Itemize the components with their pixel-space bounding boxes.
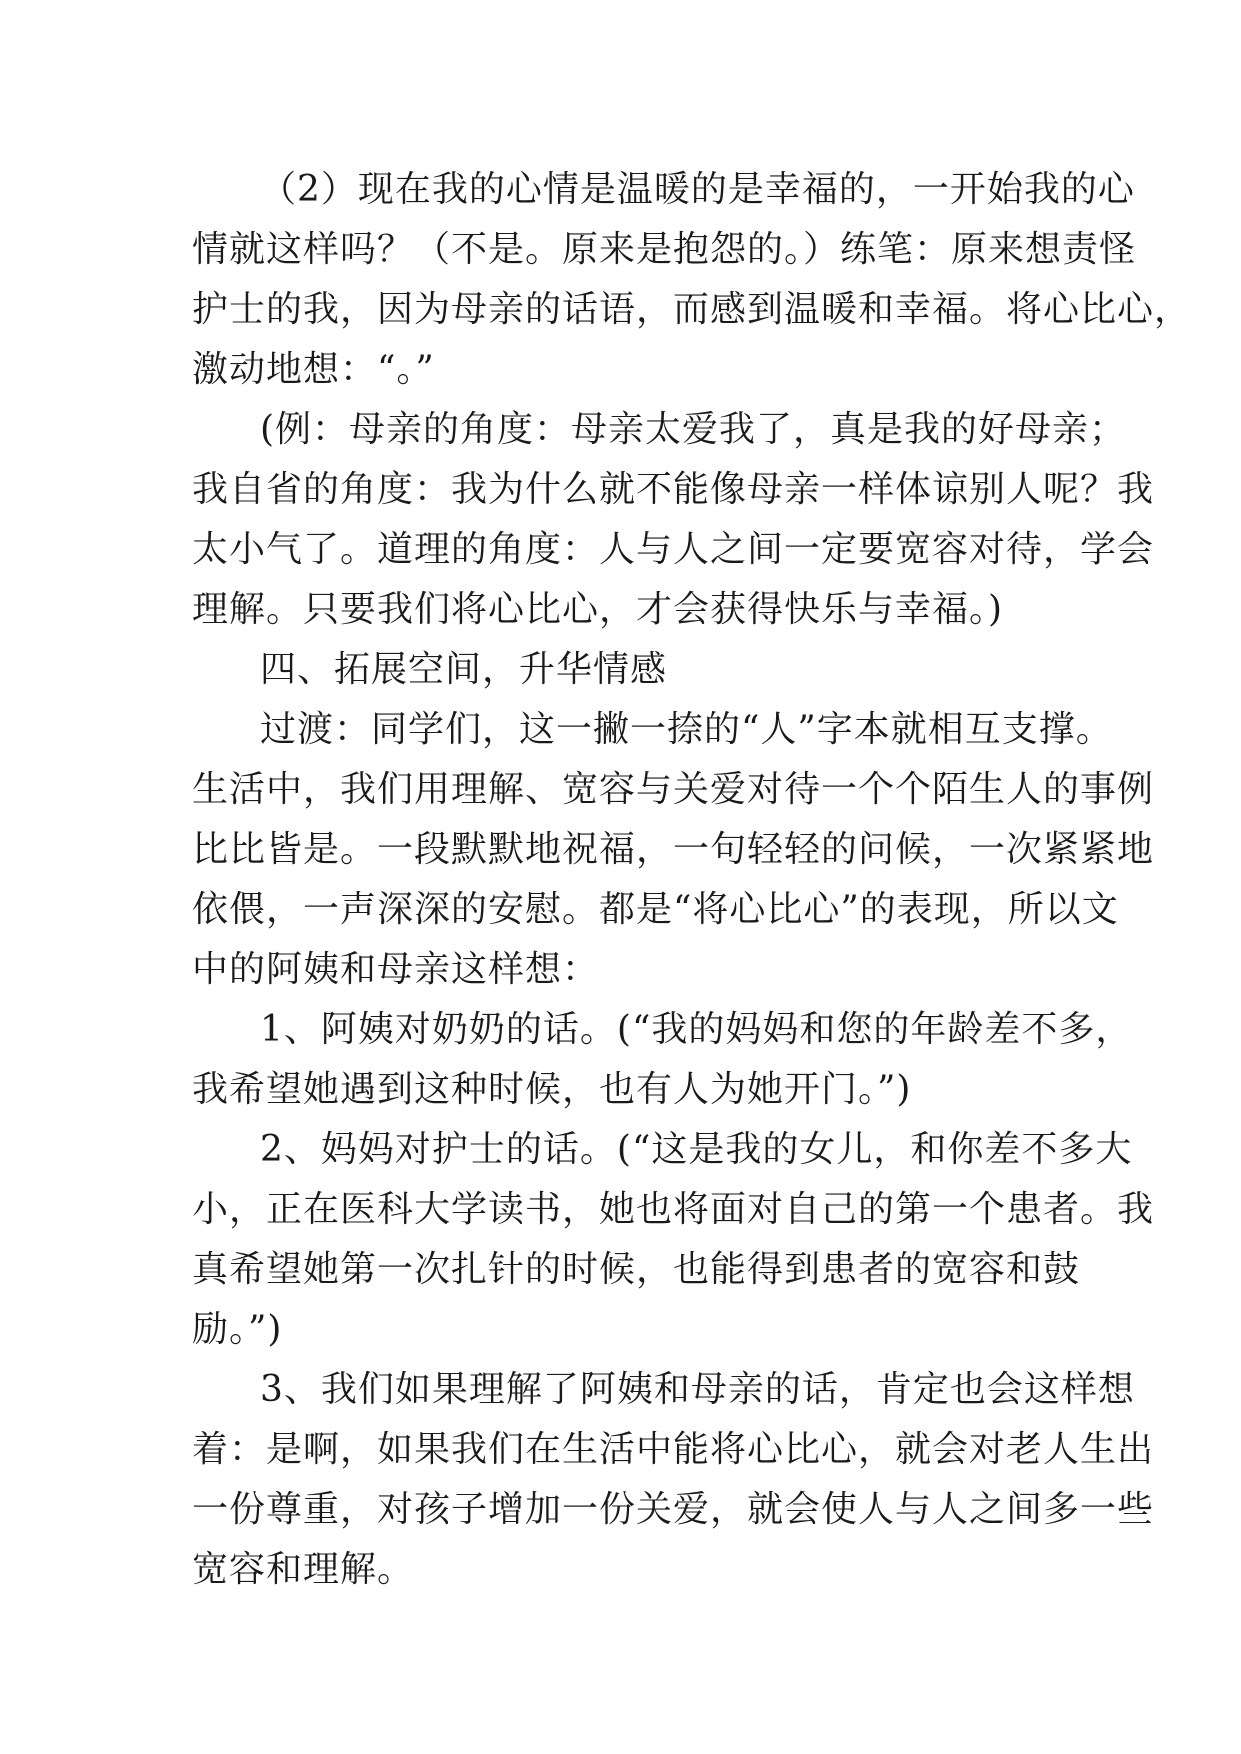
text-line: 我自省的角度：我为什么就不能像母亲一样体谅别人呢？我 [192,469,1155,510]
text-line: 着：是啊，如果我们在生活中能将心比心，就会对老人生出 [192,1429,1155,1470]
text-line: 四、拓展空间，升华情感 [260,649,668,690]
document-body [192,160,1192,1600]
paragraph [192,1000,1133,1120]
text-line: (例：母亲的角度：母亲太爱我了，真是我的好母亲； [260,409,1127,450]
text-line: 真希望她第一次扎针的时候，也能得到患者的宽容和鼓 [192,1249,1081,1290]
text-line: 比比皆是。一段默默地祝福，一句轻轻的问候，一次紧紧地 [192,829,1155,870]
text-line: （2）现在我的心情是温暖的是幸福的，一开始我的心 [260,169,1135,210]
text-line: 激动地想：“。” [192,349,435,390]
paragraph [192,1120,1155,1360]
paragraph [192,700,1155,1000]
text-line: 励。”) [192,1309,283,1350]
text-line: 情就这样吗？（不是。原来是抱怨的。）练笔：原来想责怪 [192,229,1137,270]
text-line: 我希望她遇到这种时候，也有人为她开门。”) [192,1069,912,1110]
text-line: 一份尊重，对孩子增加一份关爱，就会使人与人之间多一些 [192,1489,1155,1530]
paragraph [192,400,1155,640]
text-line: 中的阿姨和母亲这样想： [192,949,600,990]
text-line: 依偎，一声深深的安慰。都是“将心比心”的表现，所以文 [192,889,1119,930]
text-line: 3、我们如果理解了阿姨和母亲的话，肯定也会这样想 [260,1369,1135,1410]
text-line: 太小气了。道理的角度：人与人之间一定要宽容对待，学会 [192,529,1155,570]
section-heading [192,640,1072,700]
paragraph [192,1360,1155,1600]
text-line: 2、妈妈对护士的话。(“这是我的女儿，和你差不多大 [260,1129,1133,1170]
text-line: 宽容和理解。 [192,1549,415,1590]
text-line: 生活中，我们用理解、宽容与关爱对待一个个陌生人的事例 [192,769,1155,810]
text-line: 过渡：同学们，这一撇一捺的“人”字本就相互支撑。 [260,709,1113,750]
paragraph [192,160,1192,400]
text-line: 理解。只要我们将心比心，才会获得快乐与幸福。) [192,589,1004,630]
text-line: 小，正在医科大学读书，她也将面对自己的第一个患者。我 [192,1189,1155,1230]
text-line: 护士的我，因为母亲的话语，而感到温暖和幸福。将心比心， [192,289,1192,330]
text-line: 1、阿姨对奶奶的话。(“我的妈妈和您的年龄差不多， [260,1009,1133,1050]
